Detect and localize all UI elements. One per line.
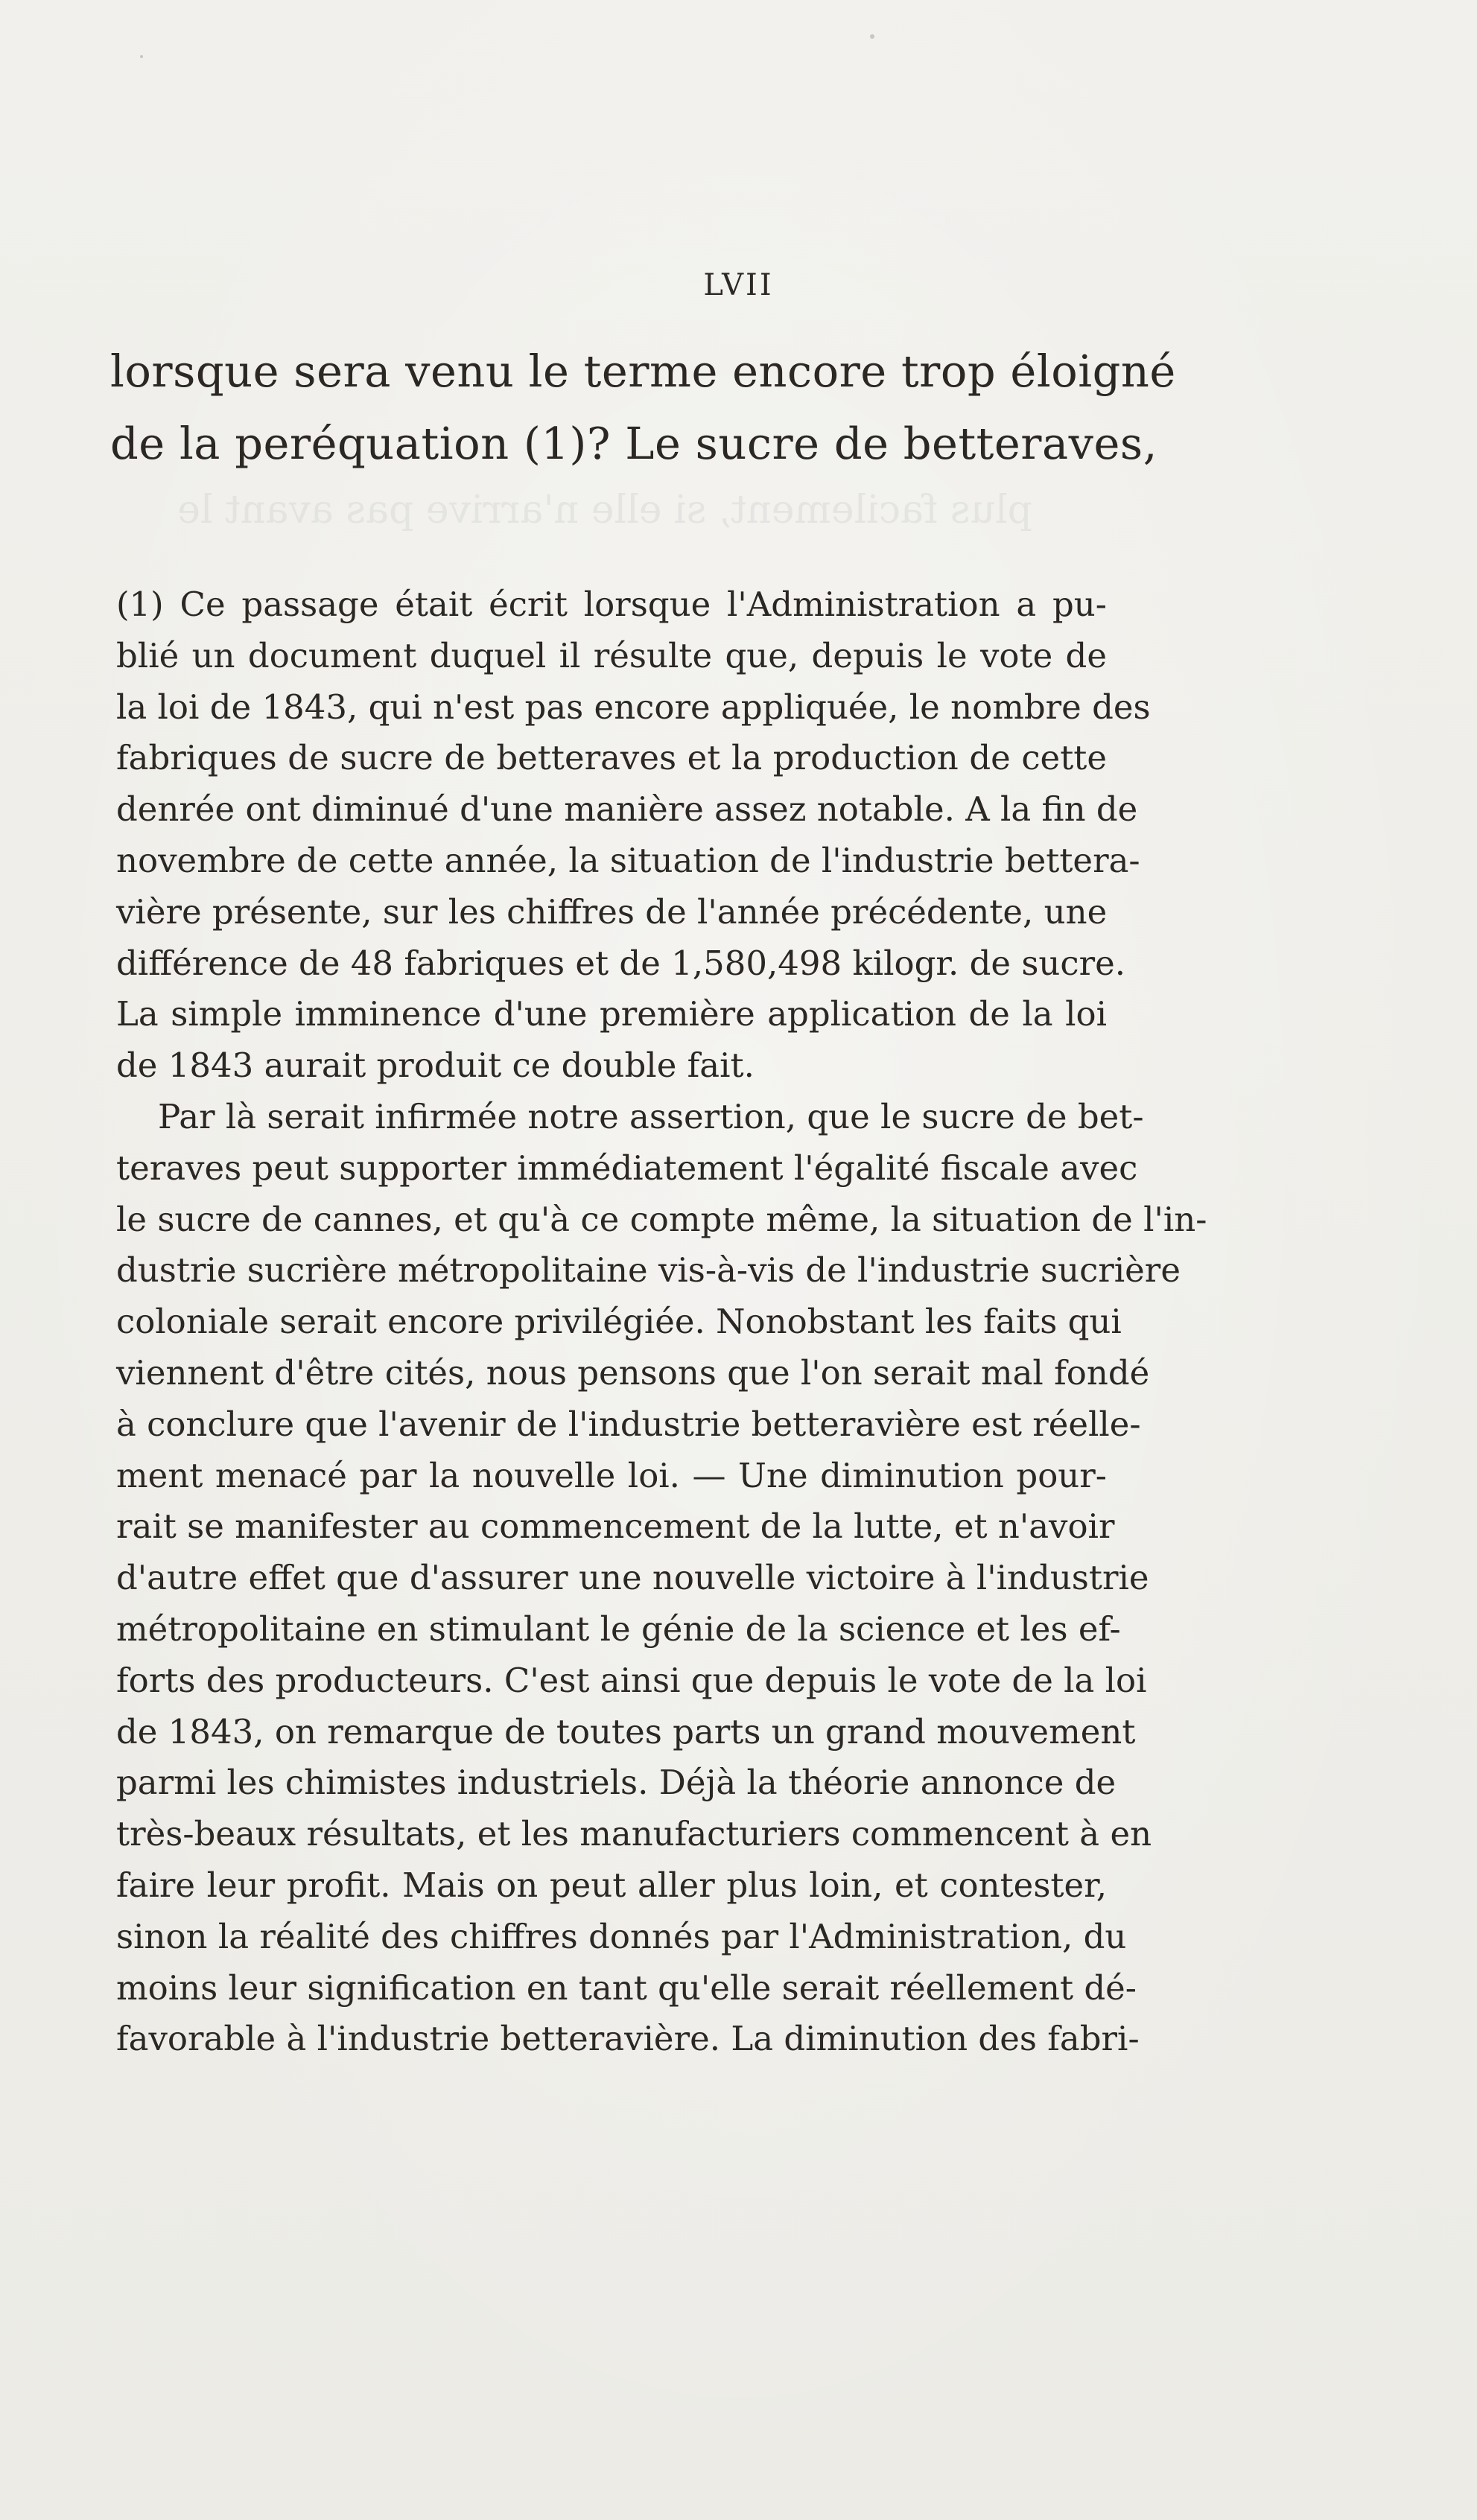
footnote-line: le sucre de cannes, et qu'à ce compte même, la situation de l'in-: [116, 1199, 1207, 1239]
footnote-line: différence de 48 fabriques et de 1,580,498 kilogr. de sucre.: [116, 943, 1126, 983]
footnote-line: fabriques de sucre de betteraves et la production de cette: [116, 738, 1107, 778]
footnote-line: ment menacé par la nouvelle loi. — Une diminution pour-: [116, 1455, 1107, 1495]
footnote-line: parmi les chimistes industriels. Déjà la théorie annonce de: [116, 1763, 1117, 1803]
footnote-line: blié un document duquel il résulte que, depuis le vote de: [116, 635, 1107, 675]
footnote-line: Par là serait infirmée notre assertion, que le sucre de bet-: [158, 1096, 1144, 1136]
footnote-line: d'autre effet que d'assurer une nouvelle victoire à l'industrie: [116, 1558, 1149, 1598]
footnote-line: la loi de 1843, qui n'est pas encore appliquée, le nombre des: [116, 687, 1151, 727]
footnote-line: viennent d'être cités, nous pensons que l'on serait mal fondé: [116, 1352, 1150, 1393]
footnote-line: moins leur signification en tant qu'elle serait réellement dé-: [116, 1967, 1137, 2008]
footnote-line: vière présente, sur les chiffres de l'année précédente, une: [116, 891, 1108, 932]
footnote-line: novembre de cette année, la situation de l'industrie bettera-: [116, 840, 1140, 880]
footnote-line: de 1843, on remarque de toutes parts un grand mouvement: [116, 1711, 1136, 1751]
footnote-block: [116, 579, 1207, 2065]
footnote-line: teraves peut supporter immédiatement l'égalité fiscale avec: [116, 1148, 1138, 1188]
paper-speck: [140, 55, 143, 58]
main-text-line: lorsque sera venu le terme encore trop éloigné: [110, 346, 1176, 397]
footnote-line: métropolitaine en stimulant le génie de la science et les ef-: [116, 1609, 1121, 1649]
page-number-header: LVII: [703, 268, 774, 302]
footnote-line: très-beaux résultats, et les manufacturiers commencent à en: [116, 1814, 1152, 1854]
footnote-line: dustrie sucrière métropolitaine vis-à-vis de l'industrie sucrière: [116, 1250, 1181, 1291]
show-through-text: plus facilement, si elle n'arrive pas avant le: [177, 488, 1032, 532]
footnote-line: forts des producteurs. C'est ainsi que depuis le vote de la loi: [116, 1660, 1147, 1700]
footnote-line: (1) Ce passage était écrit lorsque l'Administration a pu-: [116, 585, 1107, 624]
main-text-line: de la peréquation (1)? Le sucre de betteraves,: [110, 418, 1157, 469]
footnote-line: coloniale serait encore privilégiée. Nonobstant les faits qui: [116, 1302, 1122, 1342]
main-text-block: [110, 335, 1176, 480]
footnote-line: de 1843 aurait produit ce double fait.: [116, 1046, 755, 1086]
footnote-line: à conclure que l'avenir de l'industrie betteravière est réelle-: [116, 1404, 1141, 1444]
paper-speck: [870, 34, 874, 39]
footnote-line: rait se manifester au commencement de la lutte, et n'avoir: [116, 1506, 1115, 1547]
footnote-line: faire leur profit. Mais on peut aller plus loin, et contester,: [116, 1865, 1107, 1905]
footnote-line: denrée ont diminué d'une manière assez notable. A la fin de: [116, 789, 1138, 830]
footnote-line: sinon la réalité des chiffres donnés par l'Administration, du: [116, 1916, 1127, 1956]
footnote-line: La simple imminence d'une première application de la loi: [116, 994, 1107, 1034]
footnote-line: favorable à l'industrie betteravière. La diminution des fabri-: [116, 2019, 1140, 2059]
